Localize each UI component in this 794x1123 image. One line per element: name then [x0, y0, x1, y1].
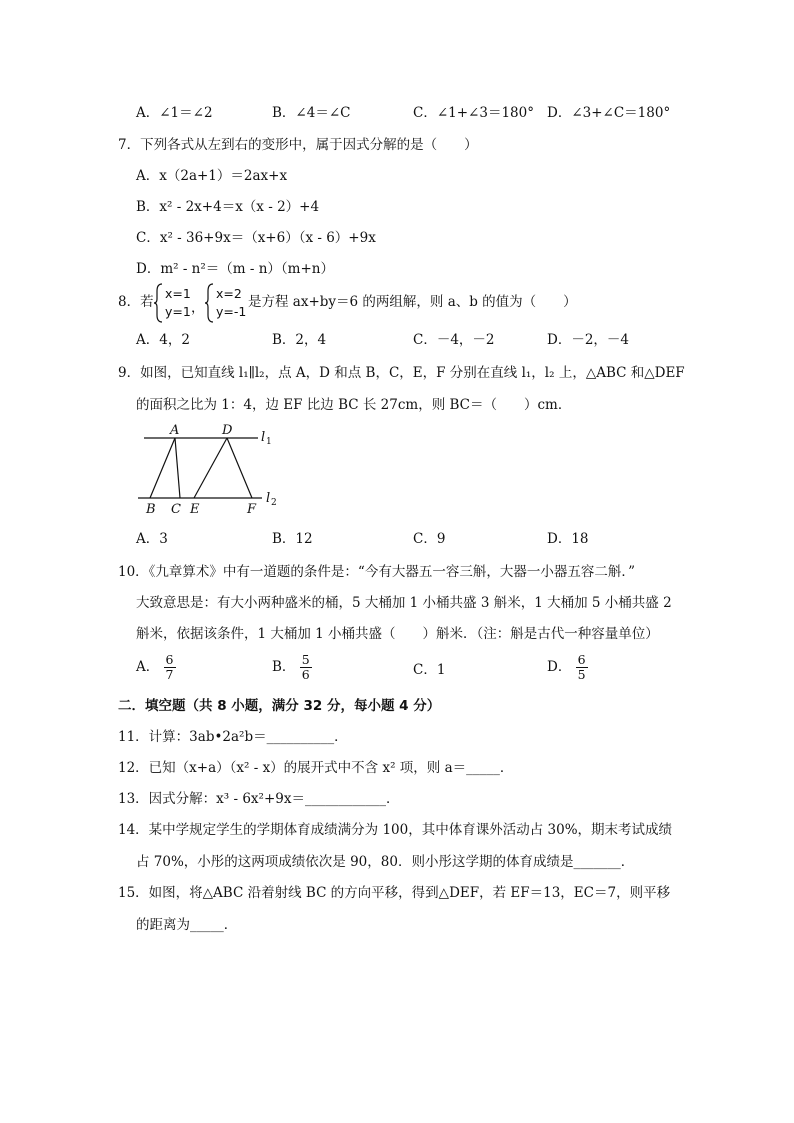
q11: 11．计算：3ab•2a²b＝__________． — [118, 729, 348, 745]
q10-option-d-fraction — [576, 653, 588, 682]
q8-sys2-line1: x=2 — [216, 286, 242, 301]
q9-option-a: A．3 — [136, 531, 168, 547]
q8-option-d: D．－2，－4 — [547, 332, 630, 348]
q7-stem: 7．下列各式从左到右的变形中，属于因式分解的是（ ） — [118, 137, 478, 153]
q10-option-d — [547, 653, 588, 682]
q8-sys1-line2: y=1 — [165, 304, 191, 319]
q8-option-c: C．－4，－2 — [413, 332, 495, 348]
q8-prefix: 8．若 — [118, 294, 154, 310]
q9-option-d: D．18 — [547, 531, 589, 547]
q8-option-a: A．4，2 — [136, 332, 190, 348]
triangle-abc-side-ab — [150, 438, 175, 498]
q12: 12．已知（x+a）（x² - x）的展开式中不含 x² 项，则 a＝_____． — [118, 760, 514, 776]
label-l1: l — [261, 430, 266, 445]
q8-sys1-line1: x=1 — [165, 286, 191, 301]
fraction-numerator: 5 — [301, 652, 310, 667]
q9-option-c: C．9 — [413, 531, 446, 547]
label-a: A — [170, 423, 180, 438]
q15-line1: 15．如图，将△ABC 沿着射线 BC 的方向平移，得到△DEF，若 EF＝13，EC＝7，则平移 — [118, 885, 671, 901]
label-f: F — [247, 502, 257, 517]
q8-option-b: B．2，4 — [272, 332, 327, 348]
q7-option-b: B．x² - 2x+4＝x（x - 2）+4 — [136, 199, 320, 215]
label-l2: l — [266, 491, 271, 506]
q14-line2: 占 70%，小彤的这两项成绩依次是 90，80．则小彤这学期的体育成绩是_______． — [136, 854, 635, 870]
label-d: D — [222, 423, 233, 438]
q10-line2: 大致意思是：有大小两种盛米的桶，5 大桶加 1 小桶共盛 3 斛米，1 大桶加 5 小桶共盛 2 — [136, 595, 672, 611]
fraction-numerator: 6 — [165, 652, 174, 667]
q9-line1: 9．如图，已知直线 l₁∥l₂，点 A，D 和点 B，C，E，F 分别在直线 l₁，l₂ 上，△ABC 和△DEF — [118, 365, 685, 381]
triangle-abc-side-ac — [175, 438, 180, 498]
q7-option-a: A．x（2a+1）＝2ax+x — [136, 168, 288, 184]
fraction-numerator: 6 — [577, 652, 586, 667]
fraction-denominator: 7 — [165, 667, 174, 682]
q6-option-c: C．∠1+∠3＝180° — [413, 105, 534, 121]
q14-line1: 14．某中学规定学生的学期体育成绩满分为 100，其中体育课外活动占 30%，期末考试成绩 — [118, 822, 673, 838]
q10-option-d-label: D． — [547, 659, 572, 675]
q6-option-b: B．∠4＝∠C — [272, 105, 351, 121]
triangle-def-side-df — [227, 438, 252, 498]
label-l2-sub: 2 — [271, 498, 277, 508]
q7-option-d: D．m² - n²＝（m - n）（m+n） — [136, 261, 334, 277]
label-b: B — [146, 502, 156, 517]
label-c: C — [171, 502, 181, 517]
q6-option-a: A．∠1＝∠2 — [136, 105, 213, 121]
q8-brace-2 — [204, 283, 214, 323]
q9-option-b: B．12 — [272, 531, 313, 547]
q10-option-b-label: B． — [272, 659, 296, 675]
q10-option-a-label: A． — [136, 659, 160, 675]
q7-option-c: C．x² - 36+9x＝（x+6）（x - 6）+9x — [136, 230, 376, 246]
q10-option-b — [272, 653, 312, 682]
label-l1-sub: 1 — [266, 437, 272, 447]
q8-comma: ， — [191, 300, 205, 316]
q10-option-b-fraction — [300, 653, 312, 682]
section-2-title: 二．填空题（共 8 小题，满分 32 分，每小题 4 分） — [118, 698, 441, 714]
q15-line2: 的距离为_____． — [136, 917, 238, 933]
q8-sys2-line2: y=-1 — [216, 304, 247, 319]
q10-option-a — [136, 653, 176, 682]
fraction-denominator: 6 — [301, 667, 310, 682]
q9-line2: 的面积之比为 1：4，边 EF 比边 BC 长 27cm，则 BC＝（ ）cm． — [136, 397, 572, 413]
q8-brace-1 — [153, 283, 163, 323]
q13: 13．因式分解：x³ - 6x²+9x＝____________． — [118, 791, 400, 807]
q6-option-d: D．∠3+∠C＝180° — [547, 105, 671, 121]
q8-suffix: 是方程 ax+by＝6 的两组解，则 a、b 的值为（ ） — [248, 294, 577, 310]
q9-figure — [130, 420, 290, 520]
q10-option-c: C．1 — [413, 662, 446, 678]
q10-line1: 10．《九章算术》中有一道题的条件是：“今有大器五一容三斛，大器一小器五容二斛．” — [118, 564, 635, 580]
q10-line3: 斛米，依据该条件，1 大桶加 1 小桶共盛（ ）斛米．（注：斛是古代一种容量单位） — [136, 626, 659, 642]
triangle-def-side-de — [194, 438, 227, 498]
label-e: E — [190, 502, 200, 517]
fraction-denominator: 5 — [577, 667, 586, 682]
q10-option-a-fraction — [164, 653, 176, 682]
